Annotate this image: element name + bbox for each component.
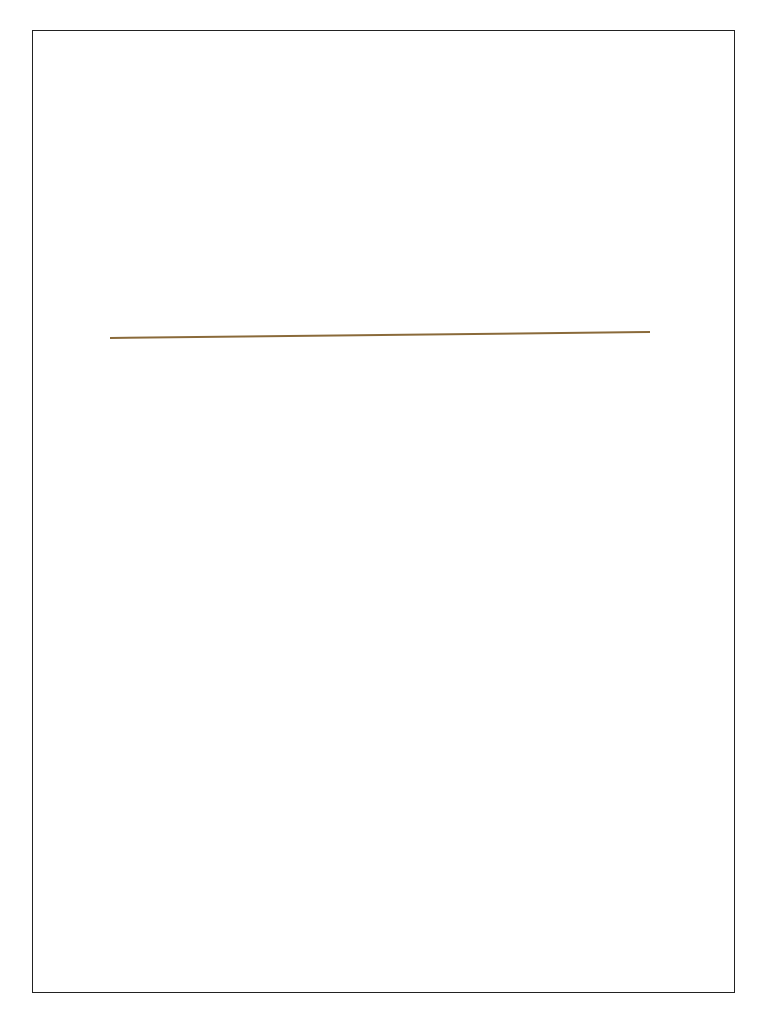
question-1-title <box>138 196 160 216</box>
question-2-text <box>138 645 160 665</box>
page-border <box>32 30 735 993</box>
clothesline <box>110 332 650 338</box>
shirts-clothesline <box>110 318 650 413</box>
